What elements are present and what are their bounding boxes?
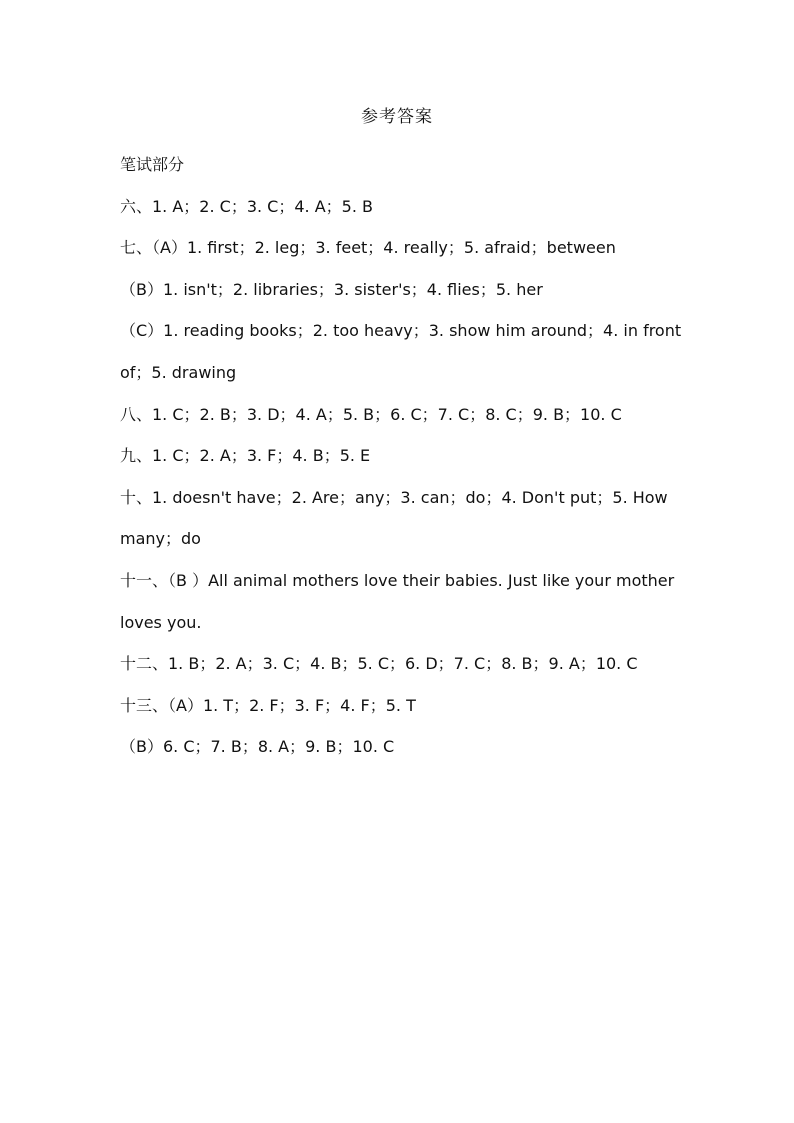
answer-line-11-continued: loves you. [120, 612, 202, 632]
answer-line-13a: 十三、（A）1. T；2. F；3. F；4. F；5. T [120, 695, 416, 715]
answer-line-7c-continued: of；5. drawing [120, 362, 237, 382]
answer-line-10: 十、1. doesn't have；2. Are；any；3. can；do；4. Don't put；5. How [120, 487, 668, 507]
answer-line-6: 六、1. A；2. C；3. C；4. A；5. B [120, 196, 373, 216]
section-heading: 笔试部分 [120, 155, 185, 174]
answer-content [120, 144, 682, 768]
answer-line-7b: （B）1. isn't；2. libraries；3. sister's；4. flies；5. her [120, 279, 543, 299]
answer-line-8: 八、1. C；2. B；3. D；4. A；5. B；6. C；7. C；8. C；9. B；10. C [120, 404, 622, 424]
answer-line-10-continued: many；do [120, 529, 201, 549]
answer-line-9: 九、1. C；2. A；3. F；4. B；5. E [120, 446, 371, 466]
page-title: 参考答案 [361, 107, 433, 127]
answer-line-7a: 七、（A）1. first；2. leg；3. feet；4. really；5. afraid；between [120, 238, 616, 258]
answer-line-12: 十二、1. B；2. A；3. C；4. B；5. C；6. D；7. C；8. B；9. A；10. C [120, 654, 638, 674]
answer-line-11: 十一、（B ）All animal mothers love their babies. Just like your mother [120, 570, 675, 590]
answer-line-13b: （B）6. C；7. B；8. A；9. B；10. C [120, 737, 395, 757]
answer-line-7c: （C）1. reading books；2. too heavy；3. show him around；4. in front [120, 321, 682, 341]
